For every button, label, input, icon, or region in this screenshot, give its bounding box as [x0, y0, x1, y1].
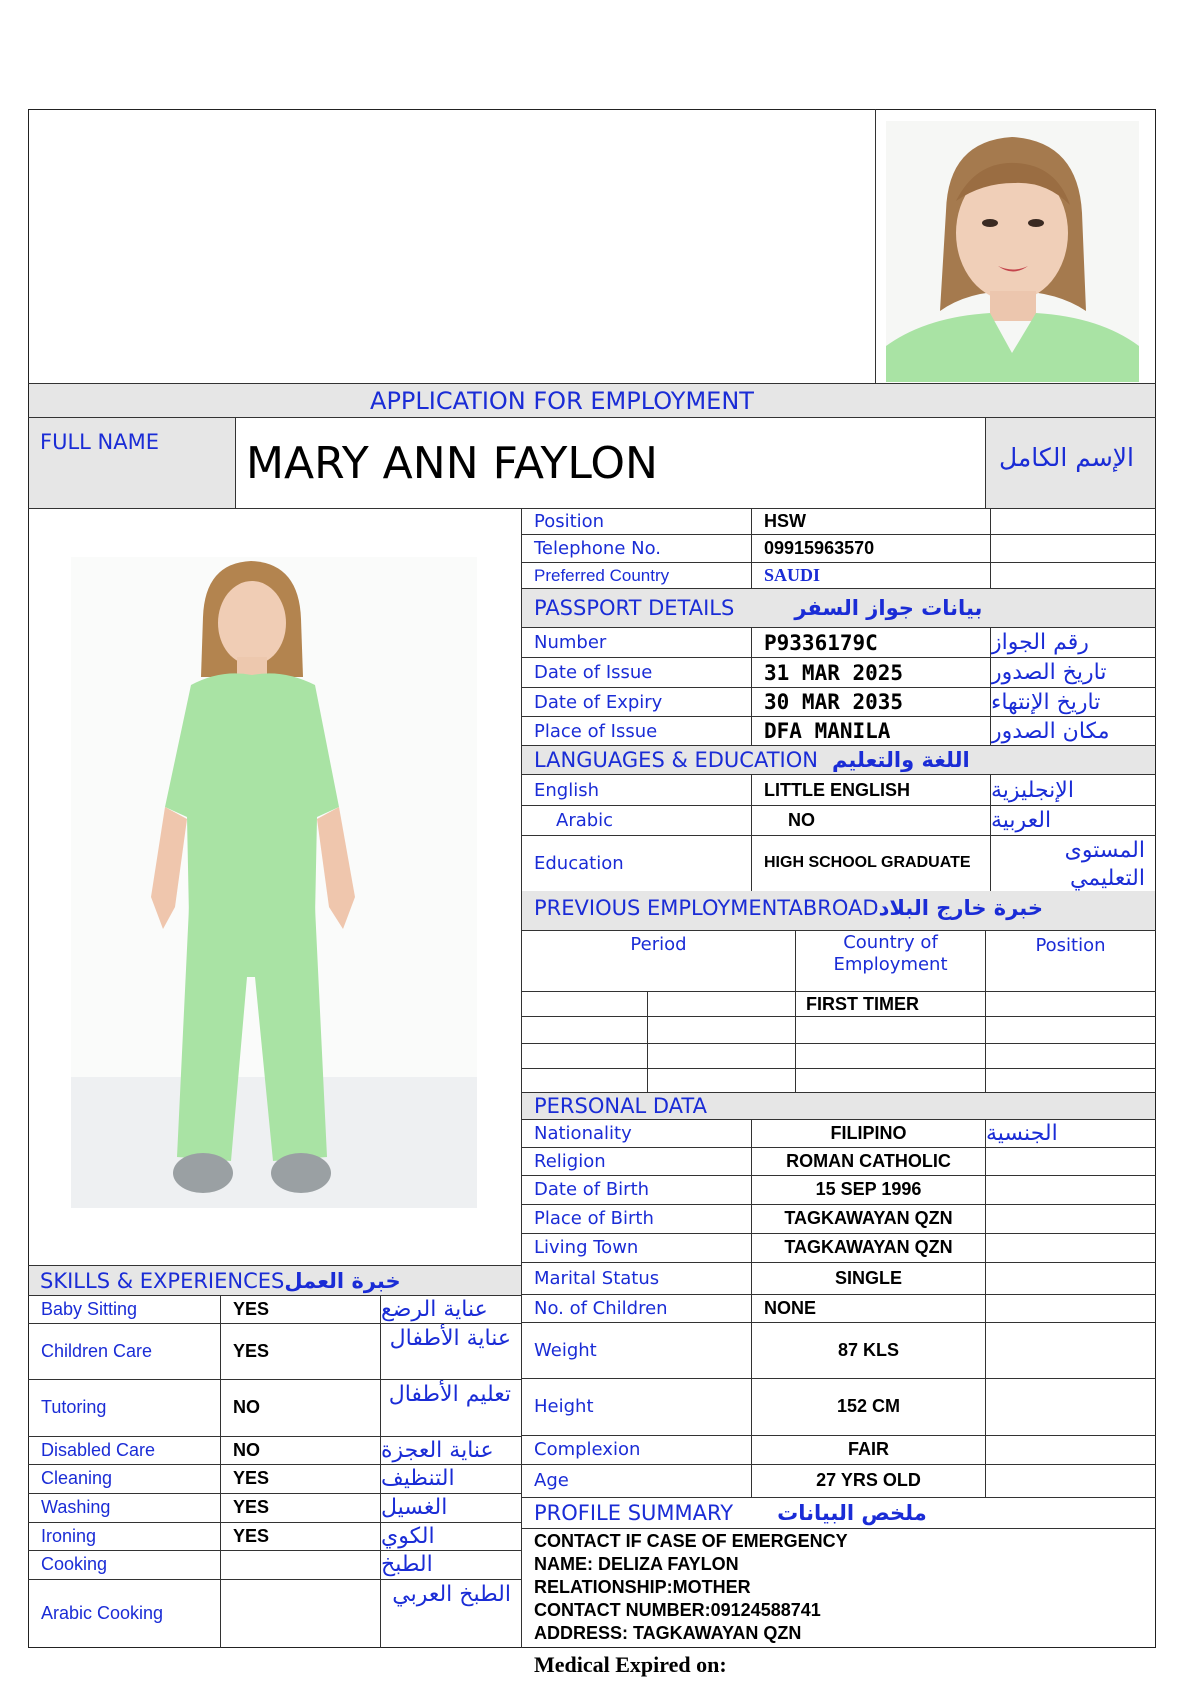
skill-8-value — [221, 1550, 379, 1579]
skill-8-label-ar: الطبخ — [381, 1552, 433, 1577]
language-2-value: NO — [788, 809, 815, 830]
position-value: HSW — [764, 511, 806, 531]
profile-line-2: NAME: DELIZA FAYLON — [534, 1554, 739, 1574]
passport-1-label-ar: رقم الجواز — [991, 630, 1089, 655]
form-title: APPLICATION FOR EMPLOYMENT — [370, 386, 754, 415]
position-label: Position — [534, 511, 605, 532]
preferred-country-value: SAUDI — [764, 565, 821, 585]
language-3-value: HIGH SCHOOL GRADUATE — [764, 854, 971, 872]
skill-5-label-ar: التنظيف — [381, 1466, 455, 1491]
personal-4-label: Place of Birth — [534, 1208, 654, 1229]
language-1-label-ar: الإنجليزية — [991, 777, 1074, 803]
language-1-value: LITTLE ENGLISH — [764, 779, 910, 800]
emergency-contact — [534, 1530, 1144, 1646]
personal-6-value: SINGLE — [834, 1267, 902, 1288]
skills-section-title: SKILLS & EXPERIENCES خبرة العمل — [40, 1268, 401, 1293]
personal-9-label: Height — [534, 1396, 594, 1417]
personal-1-value: FILIPINO — [830, 1123, 907, 1143]
full-name-label: FULL NAME — [40, 430, 159, 454]
skill-6-label: Washing — [41, 1497, 111, 1517]
skill-1-value: YES — [233, 1299, 270, 1319]
personal-10-value: FAIR — [847, 1439, 889, 1459]
language-3-label-ar: المستوى التعليمي — [1064, 838, 1145, 891]
personal-1-label-ar: الجنسية — [986, 1121, 1058, 1146]
languages-section-title: LANGUAGES & EDUCATION اللغة والتعليم — [534, 748, 970, 772]
skill-5-value: YES — [233, 1468, 270, 1488]
skill-9-value — [221, 1579, 379, 1648]
language-1-label: English — [534, 779, 599, 801]
personal-8-value: 87 KLS — [837, 1339, 900, 1360]
preferred-country-label: Preferred Country — [534, 565, 670, 585]
passport-2-label-ar: تاريخ الصدور — [991, 660, 1107, 685]
passport-4-value: DFA MANILA — [764, 719, 891, 743]
previous-employment-title: PREVIOUS EMPLOYMENTABROAD خبرة خارج البلاد — [534, 896, 1043, 920]
full-name-label-ar: الإسم الكامل — [998, 443, 1134, 472]
skill-7-label-ar: الكوي — [381, 1523, 435, 1549]
profile-line-3: RELATIONSHIP:MOTHER — [534, 1577, 751, 1597]
personal-7-value: NONE — [764, 1297, 817, 1318]
personal-3-value: 15 SEP 1996 — [815, 1179, 922, 1199]
skill-7-label: Ironing — [41, 1525, 97, 1546]
personal-8-label: Weight — [534, 1339, 597, 1361]
profile-summary-title: PROFILE SUMMARY ملخص البيانات — [534, 1501, 927, 1525]
skill-1-label-ar: عناية الرضع — [381, 1297, 488, 1322]
skill-3-label: Tutoring — [41, 1397, 107, 1417]
prev-col-period: Period — [630, 934, 687, 956]
language-3-label: Education — [534, 852, 624, 874]
passport-2-value: 31 MAR 2025 — [764, 660, 904, 685]
personal-11-value: 27 YRS OLD — [816, 1470, 921, 1490]
prev-col-position: Position — [1035, 934, 1106, 956]
profile-line-4: CONTACT NUMBER:09124588741 — [534, 1600, 821, 1620]
skill-9-label: Arabic Cooking — [41, 1603, 164, 1623]
skill-6-label-ar: الغسيل — [381, 1495, 448, 1520]
skill-4-label-ar: عناية العجزة — [381, 1437, 494, 1463]
skill-2-label-ar: عناية الأطفال — [389, 1326, 511, 1351]
profile-line-1: CONTACT IF CASE OF EMERGENCY — [534, 1531, 848, 1551]
passport-3-label-ar: تاريخ الإنتهاء — [991, 689, 1101, 715]
passport-4-label-ar: مكان الصدور — [991, 718, 1110, 744]
skill-2-label: Children Care — [41, 1340, 153, 1361]
language-2-label: Arabic — [556, 809, 614, 831]
skill-7-value: YES — [233, 1525, 270, 1546]
skill-6-value: YES — [233, 1497, 270, 1517]
passport-section-title: PASSPORT DETAILS بيانات جواز السفر — [534, 596, 983, 620]
profile-line-5: ADDRESS: TAGKAWAYAN QZN — [534, 1623, 802, 1643]
telephone-label: Telephone No. — [534, 538, 662, 559]
passport-1-value: P9336179C — [764, 630, 878, 655]
medical-expired-label: Medical Expired on: — [534, 1652, 727, 1677]
skill-5-label: Cleaning — [41, 1468, 113, 1488]
passport-4-label: Place of Issue — [534, 720, 658, 742]
personal-9-value: 152 CM — [836, 1396, 901, 1416]
personal-7-label: No. of Children — [534, 1297, 668, 1319]
personal-10-label: Complexion — [534, 1439, 641, 1460]
portrait-photo — [886, 121, 1139, 382]
passport-2-label: Date of Issue — [534, 662, 653, 683]
personal-2-value: ROMAN CATHOLIC — [786, 1150, 951, 1171]
personal-2-label: Religion — [534, 1150, 606, 1172]
passport-1-label: Number — [534, 632, 607, 653]
personal-data-title: PERSONAL DATA — [534, 1094, 707, 1118]
personal-5-value: TAGKAWAYAN QZN — [784, 1237, 953, 1257]
prev-row-1-country: FIRST TIMER — [806, 993, 919, 1014]
personal-5-label: Living Town — [534, 1237, 639, 1258]
personal-1-label: Nationality — [534, 1123, 632, 1144]
personal-3-label: Date of Birth — [534, 1179, 650, 1200]
personal-11-label: Age — [534, 1470, 569, 1491]
telephone-value: 09915963570 — [764, 538, 875, 558]
personal-6-label: Marital Status — [534, 1267, 660, 1289]
passport-3-value: 30 MAR 2035 — [764, 690, 904, 714]
skill-4-value: NO — [233, 1439, 260, 1460]
skill-9-label-ar: الطبخ العربي — [392, 1582, 511, 1607]
skill-3-label-ar: تعليم الأطفال — [388, 1382, 511, 1407]
full-name-value: MARY ANN FAYLON — [246, 437, 658, 489]
skill-4-label: Disabled Care — [41, 1439, 156, 1460]
prev-col-country: Country of Employment — [833, 932, 948, 975]
passport-3-label: Date of Expiry — [534, 691, 663, 713]
full-body-photo — [71, 557, 477, 1208]
skill-3-value: NO — [233, 1397, 260, 1417]
language-2-label-ar: العربية — [991, 807, 1052, 833]
skill-2-value: YES — [233, 1340, 270, 1361]
skill-1-label: Baby Sitting — [41, 1299, 138, 1319]
personal-4-value: TAGKAWAYAN QZN — [784, 1208, 953, 1228]
skill-8-label: Cooking — [41, 1554, 108, 1574]
